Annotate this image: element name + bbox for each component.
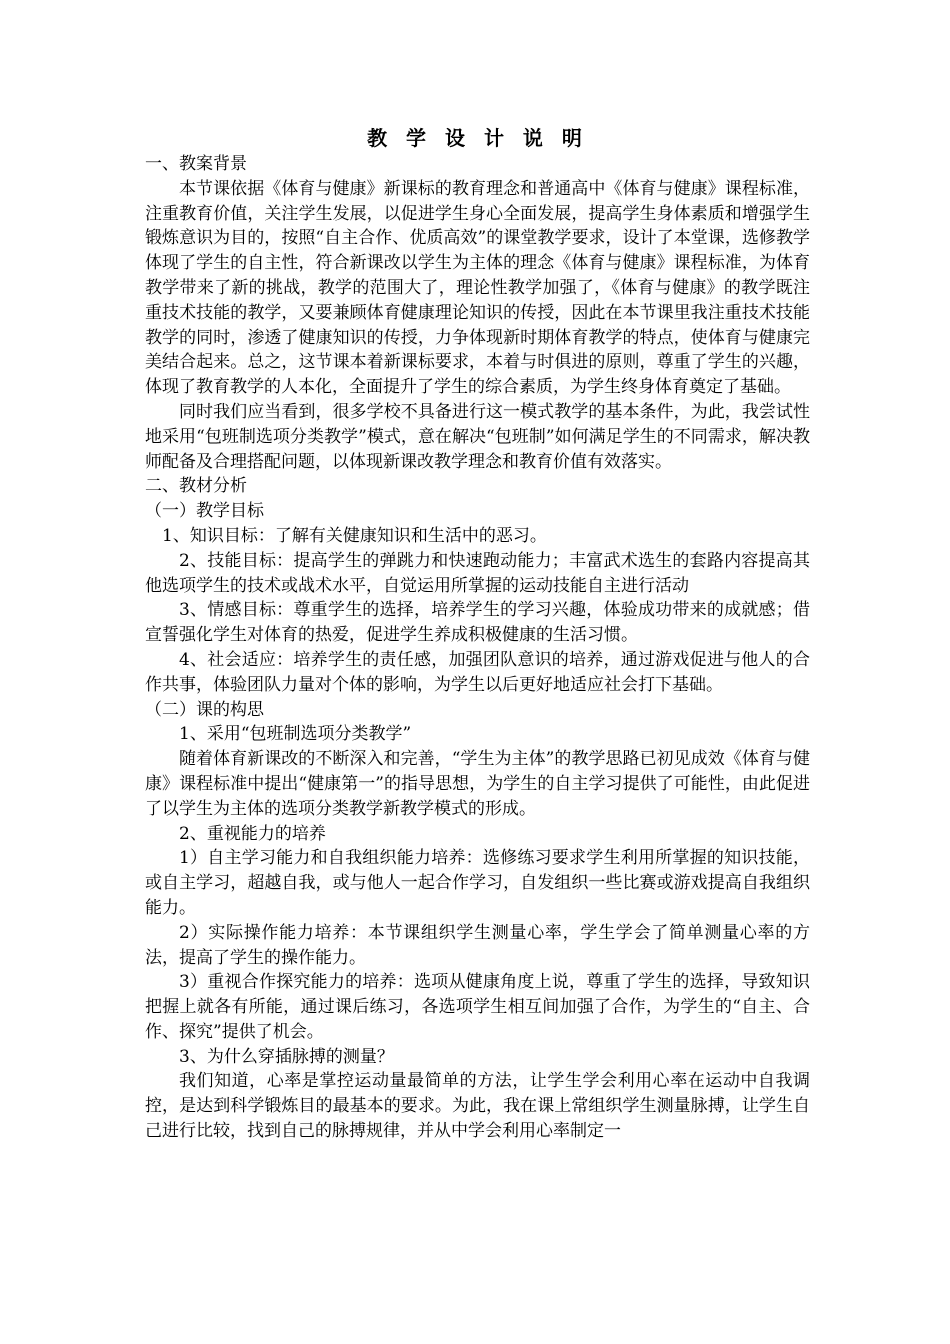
background-paragraph-1: 本节课依据《体育与健康》新课标的教育理念和普通高中《体育与健康》课程标准，注重教育价值，关注学生发展，以促进学生身心全面发展，提高学生身体素质和增强学生锻炼意识为目的，按照“自主合作、优质高效”的课堂教学要求，设计了本堂课，选修教学体现了学生的自主性，符合新课改以学生为主体的理念《体育与健康》课程标准，为体育教学带来了新的挑战，教学的范围大了，理论性教学加强了，《体育与健康》的教学既注重技术技能的教学，又要兼顾体育健康理论知识的传授，因此在本节课里我注重技术技能教学的同时，渗透了健康知识的传授，力争体现新时期体育教学的特点，使体育与健康完美结合起来。总之，这节课本着新课标要求，本着与时俱进的原则，尊重了学生的兴趣，体现了教育教学的人本化，全面提升了学生的综合素质，为学生终身体育奠定了基础。 (145, 178, 810, 398)
concept-item-1-text: 随着体育新课改的不断深入和完善，“学生为主体”的教学思路已初见成效《体育与健康》课程标准中提出“健康第一”的指导思想，为学生的自主学习提供了可能性，由此促进了以学生为主体的选项分类教学新教学模式的形成。 (145, 749, 810, 819)
goal-emotion: 3、情感目标：尊重学生的选择，培养学生的学习兴趣，体验成功带来的成就感；借宣誓强化学生对体育的热爱，促进学生养成积极健康的生活习惯。 (145, 600, 810, 646)
concept-item-1-heading: 1、采用“包班制选项分类教学” (179, 724, 412, 745)
section-heading-material-analysis: 二、教材分析 (145, 476, 247, 497)
background-paragraph-2: 同时我们应当看到，很多学校不具备进行这一模式教学的基本条件，为此，我尝试性地采用“包班制选项分类教学”模式，意在解决“包班制”如何满足学生的不同需求，解决教师配备及合理搭配问题，以体现新课改教学理念和教育价值有效落实。 (145, 401, 810, 472)
concept-item-3-text: 我们知道，心率是掌控运动量最简单的方法，让学生学会利用心率在运动中自我调控，是达到科学锻炼目的最基本的要求。为此，我在课上常组织学生测量脉搏，让学生自己进行比较，找到自己的脉搏规律，并从中学会利用心率制定一 (145, 1071, 810, 1142)
concept-item-2-heading: 2、重视能力的培养 (179, 823, 326, 844)
concept-item-2c: 3）重视合作探究能力的培养：选项从健康角度上说，尊重了学生的选择，导致知识把握上就各有所能，通过课后练习，各选项学生相互间加强了合作，为学生的“自主、合作、探究”提供了机会。 (145, 972, 810, 1042)
subsection-heading-concept: （二）课的构思 (145, 699, 264, 720)
section-heading-background: 一、教案背景 (145, 154, 247, 174)
concept-item-2b: 2）实际操作能力培养：本节课组织学生测量心率，学生学会了简单测量心率的方法，提高了学生的操作能力。 (145, 922, 810, 968)
goal-skill: 2、技能目标：提高学生的弹跳力和快速跑动能力；丰富武术选生的套路内容提高其他选项学生的技术或战术水平，自觉运用所掌握的运动技能自主进行活动 (145, 550, 810, 596)
goal-knowledge: 1、知识目标：了解有关健康知识和生活中的恶习。 (162, 525, 547, 546)
subsection-heading-goals: （一）教学目标 (145, 501, 264, 522)
document-title: 教 学 设 计 说 明 (367, 126, 588, 150)
concept-item-3-heading: 3、为什么穿插脉搏的测量？ (179, 1046, 394, 1067)
concept-item-2a: 1）自主学习能力和自我组织能力培养：选修练习要求学生利用所掌握的知识技能，或自主学习，超越自我，或与他人一起合作学习，自发组织一些比赛或游戏提高自我组织能力。 (145, 848, 810, 918)
document-page (145, 124, 810, 1144)
goal-social: 4、社会适应：培养学生的责任感，加强团队意识的培养，通过游戏促进与他人的合作共事，体验团队力量对个体的影响，为学生以后更好地适应社会打下基础。 (145, 649, 810, 695)
